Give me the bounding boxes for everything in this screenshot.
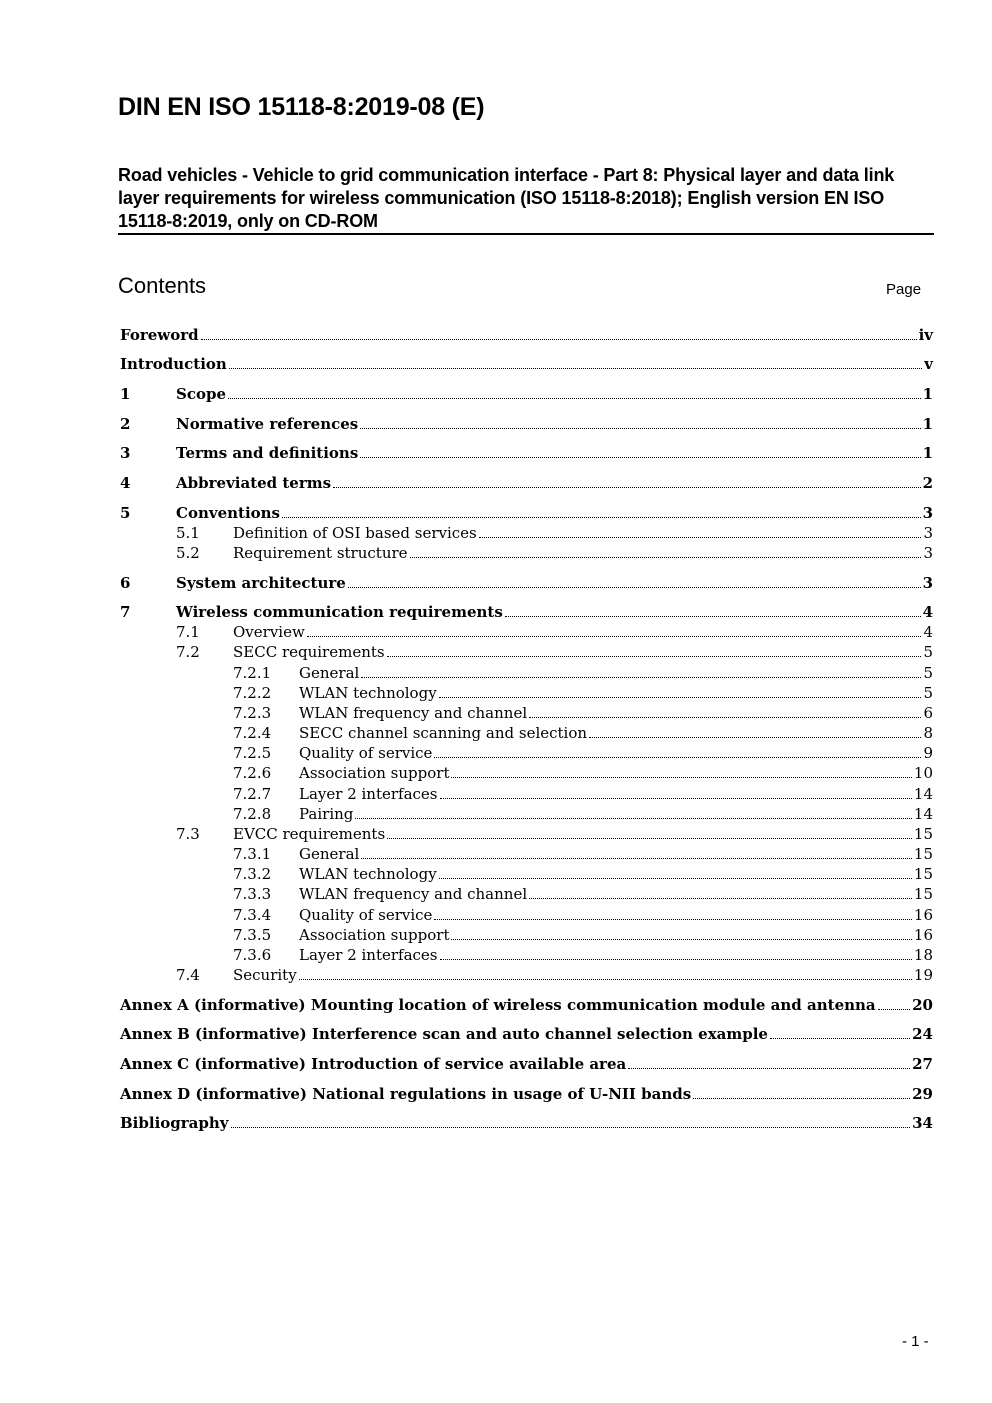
toc-entry-title: EVCC requirements bbox=[233, 825, 386, 843]
toc-leader-dots bbox=[693, 1098, 910, 1099]
toc-leader-dots bbox=[439, 878, 912, 879]
toc-leader-dots bbox=[451, 939, 911, 940]
toc-entry-introduction[interactable] bbox=[120, 354, 933, 374]
toc-entry-number: 7.1 bbox=[176, 623, 200, 641]
toc-entry-page: 5 bbox=[923, 643, 933, 661]
toc-entry-title: Foreword bbox=[120, 326, 199, 344]
toc-entry-foreword[interactable] bbox=[120, 325, 933, 345]
toc-entry-2[interactable] bbox=[120, 414, 933, 434]
toc-entry-7-3-4[interactable] bbox=[120, 905, 933, 925]
toc-entry-annex-c[interactable] bbox=[120, 1054, 933, 1074]
toc-entry-number: 2 bbox=[120, 415, 131, 433]
toc-leader-dots bbox=[307, 636, 922, 637]
toc-entry-title: Introduction bbox=[120, 355, 227, 373]
toc-entry-page: 4 bbox=[922, 603, 933, 621]
toc-entry-number: 7.3 bbox=[176, 825, 200, 843]
toc-entry-title: WLAN technology bbox=[299, 865, 437, 883]
toc-entry-page: 15 bbox=[913, 865, 933, 883]
toc-entry-7-2-4[interactable] bbox=[120, 723, 933, 743]
toc-entry-page: 18 bbox=[913, 946, 933, 964]
toc-entry-1[interactable] bbox=[120, 384, 933, 404]
toc-entry-page: 3 bbox=[922, 574, 933, 592]
toc-entry-5-1[interactable] bbox=[120, 523, 933, 543]
toc-entry-title: Annex D (informative) National regulations in usage of U-NII bands bbox=[120, 1085, 692, 1103]
toc-entry-page: 19 bbox=[913, 966, 933, 984]
toc-entry-title: Layer 2 interfaces bbox=[299, 946, 438, 964]
toc-entry-6[interactable] bbox=[120, 573, 933, 593]
toc-entry-7-3-1[interactable] bbox=[120, 844, 933, 864]
toc-entry-title: Security bbox=[233, 966, 297, 984]
toc-leader-dots bbox=[201, 339, 917, 340]
toc-entry-page: v bbox=[924, 355, 933, 373]
toc-entry-page: 3 bbox=[923, 544, 933, 562]
toc-entry-number: 7.3.5 bbox=[233, 926, 272, 944]
title-divider bbox=[118, 233, 934, 235]
toc-entry-page: 15 bbox=[913, 825, 933, 843]
toc-leader-dots bbox=[333, 487, 920, 488]
toc-leader-dots bbox=[387, 838, 912, 839]
toc-leader-dots bbox=[434, 919, 911, 920]
toc-leader-dots bbox=[299, 979, 912, 980]
toc-leader-dots bbox=[505, 616, 921, 617]
toc-entry-page: 34 bbox=[912, 1114, 933, 1132]
toc-leader-dots bbox=[440, 798, 912, 799]
toc-entry-title: Bibliography bbox=[120, 1114, 229, 1132]
toc-entry-5[interactable] bbox=[120, 503, 933, 523]
toc-entry-number: 7.2.6 bbox=[233, 764, 272, 782]
toc-entry-5-2[interactable] bbox=[120, 543, 933, 563]
toc-entry-page: 5 bbox=[923, 684, 933, 702]
toc-entry-number: 7.3.6 bbox=[233, 946, 272, 964]
toc-entry-7-3-2[interactable] bbox=[120, 864, 933, 884]
toc-entry-number: 7.2.3 bbox=[233, 704, 272, 722]
toc-entry-7-1[interactable] bbox=[120, 622, 933, 642]
toc-entry-page: 15 bbox=[913, 845, 933, 863]
toc-entry-annex-d[interactable] bbox=[120, 1084, 933, 1104]
toc-leader-dots bbox=[355, 818, 912, 819]
toc-leader-dots bbox=[770, 1038, 910, 1039]
toc-entry-annex-a[interactable] bbox=[120, 995, 933, 1015]
toc-entry-title: WLAN frequency and channel bbox=[299, 885, 528, 903]
toc-entry-4[interactable] bbox=[120, 473, 933, 493]
toc-entry-title: Quality of service bbox=[299, 744, 433, 762]
toc-leader-dots bbox=[434, 757, 921, 758]
toc-leader-dots bbox=[231, 1127, 911, 1128]
toc-entry-page: 8 bbox=[923, 724, 933, 742]
toc-leader-dots bbox=[229, 368, 922, 369]
toc-entry-page: 10 bbox=[913, 764, 933, 782]
toc-leader-dots bbox=[439, 697, 922, 698]
toc-entry-annex-b[interactable] bbox=[120, 1024, 933, 1044]
toc-entry-page: iv bbox=[918, 326, 933, 344]
toc-entry-number: 3 bbox=[120, 444, 131, 462]
toc-entry-title: Requirement structure bbox=[233, 544, 408, 562]
toc-entry-title: Annex B (informative) Interference scan and auto channel selection example bbox=[120, 1025, 768, 1043]
contents-heading: Contents bbox=[118, 273, 207, 298]
toc-leader-dots bbox=[410, 557, 922, 558]
toc-entry-number: 7.2.8 bbox=[233, 805, 272, 823]
toc-entry-title: WLAN frequency and channel bbox=[299, 704, 528, 722]
toc-leader-dots bbox=[628, 1068, 910, 1069]
toc-leader-dots bbox=[387, 656, 922, 657]
toc-entry-page: 15 bbox=[913, 885, 933, 903]
toc-entry-7-3-3[interactable] bbox=[120, 884, 933, 904]
toc-entry-number: 7.2.1 bbox=[233, 664, 272, 682]
toc-entry-7-2-5[interactable] bbox=[120, 743, 933, 763]
toc-entry-page: 1 bbox=[922, 385, 933, 403]
toc-entry-title: General bbox=[299, 664, 360, 682]
toc-entry-7-2-3[interactable] bbox=[120, 703, 933, 723]
toc-entry-number: 7.3.3 bbox=[233, 885, 272, 903]
toc-entry-title: Terms and definitions bbox=[176, 444, 359, 462]
toc-entry-number: 6 bbox=[120, 574, 131, 592]
toc-entry-7-3-5[interactable] bbox=[120, 925, 933, 945]
toc-entry-number: 7.2.7 bbox=[233, 785, 272, 803]
toc-entry-page: 16 bbox=[913, 906, 933, 924]
toc-entry-page: 1 bbox=[922, 444, 933, 462]
toc-entry-number: 5.1 bbox=[176, 524, 200, 542]
toc-entry-page: 24 bbox=[912, 1025, 933, 1043]
toc-leader-dots bbox=[361, 677, 921, 678]
toc-leader-dots bbox=[360, 457, 920, 458]
toc-entry-page: 16 bbox=[913, 926, 933, 944]
page-number: - 1 - bbox=[902, 1333, 929, 1350]
toc-entry-7-2-2[interactable] bbox=[120, 683, 933, 703]
toc-entry-number: 7 bbox=[120, 603, 131, 621]
toc-entry-page: 6 bbox=[923, 704, 933, 722]
toc-entry-title: SECC requirements bbox=[233, 643, 385, 661]
toc-leader-dots bbox=[361, 858, 912, 859]
toc-entry-7-2-6[interactable] bbox=[120, 763, 933, 783]
toc-entry-page: 27 bbox=[912, 1055, 933, 1073]
toc-leader-dots bbox=[529, 898, 912, 899]
toc-entry-page: 29 bbox=[912, 1085, 933, 1103]
toc-entry-number: 7.4 bbox=[176, 966, 200, 984]
toc-entry-page: 14 bbox=[913, 785, 933, 803]
toc-leader-dots bbox=[228, 398, 921, 399]
toc-entry-page: 9 bbox=[923, 744, 933, 762]
toc-entry-title: Normative references bbox=[176, 415, 359, 433]
toc-entry-page: 2 bbox=[922, 474, 933, 492]
toc-leader-dots bbox=[348, 587, 921, 588]
toc-entry-number: 7.3.2 bbox=[233, 865, 272, 883]
toc-entry-title: Definition of OSI based services bbox=[233, 524, 477, 542]
toc-entry-7-2-8[interactable] bbox=[120, 804, 933, 824]
toc-leader-dots bbox=[440, 959, 912, 960]
toc-leader-dots bbox=[589, 737, 921, 738]
toc-entry-7-2[interactable] bbox=[120, 642, 933, 662]
toc-entry-title: Association support bbox=[299, 764, 450, 782]
toc-leader-dots bbox=[529, 717, 921, 718]
toc-entry-number: 4 bbox=[120, 474, 131, 492]
toc-entry-title: Abbreviated terms bbox=[176, 474, 332, 492]
toc-entry-page: 1 bbox=[922, 415, 933, 433]
toc-entry-title: SECC channel scanning and selection bbox=[299, 724, 588, 742]
toc-leader-dots bbox=[360, 428, 920, 429]
toc-leader-dots bbox=[451, 777, 911, 778]
toc-entry-number: 1 bbox=[120, 385, 131, 403]
toc-leader-dots bbox=[282, 517, 921, 518]
toc-entry-page: 3 bbox=[923, 524, 933, 542]
toc-entry-3[interactable] bbox=[120, 443, 933, 463]
toc-entry-title: System architecture bbox=[176, 574, 346, 592]
toc-entry-number: 7.3.1 bbox=[233, 845, 272, 863]
toc-entry-number: 7.2.4 bbox=[233, 724, 272, 742]
toc-entry-7-2-7[interactable] bbox=[120, 784, 933, 804]
toc-entry-title: Quality of service bbox=[299, 906, 433, 924]
toc-entry-7-3[interactable] bbox=[120, 824, 933, 844]
toc-entry-page: 3 bbox=[922, 504, 933, 522]
toc-entry-title: Scope bbox=[176, 385, 227, 403]
document-subtitle: Road vehicles - Vehicle to grid communication interface - Part 8: Physical layer and data link layer requirements for wireless communication (ISO 15118-8:2018); English version EN ISO 15118-8:2019, only on CD-ROM bbox=[118, 165, 895, 231]
toc-entry-7-4[interactable] bbox=[120, 965, 933, 985]
toc-entry-number: 7.2 bbox=[176, 643, 200, 661]
toc-entry-title: General bbox=[299, 845, 360, 863]
toc-entry-page: 5 bbox=[923, 664, 933, 682]
toc-entry-number: 5.2 bbox=[176, 544, 200, 562]
toc-entry-title: Layer 2 interfaces bbox=[299, 785, 438, 803]
toc-entry-number: 5 bbox=[120, 504, 131, 522]
toc-entry-number: 7.2.2 bbox=[233, 684, 272, 702]
toc-entry-number: 7.2.5 bbox=[233, 744, 272, 762]
toc-entry-title: WLAN technology bbox=[299, 684, 437, 702]
toc-entry-page: 14 bbox=[913, 805, 933, 823]
toc-entry-title: Annex C (informative) Introduction of service available area bbox=[120, 1055, 627, 1073]
toc-entry-title: Association support bbox=[299, 926, 450, 944]
toc-leader-dots bbox=[479, 537, 922, 538]
toc-entry-page: 4 bbox=[923, 623, 933, 641]
toc-entry-7-2-1[interactable] bbox=[120, 663, 933, 683]
document-id: DIN EN ISO 15118-8:2019-08 (E) bbox=[118, 93, 485, 121]
toc-entry-number: 7.3.4 bbox=[233, 906, 272, 924]
toc-entry-title: Annex A (informative) Mounting location of wireless communication module and antenna bbox=[120, 996, 876, 1014]
toc-entry-title: Pairing bbox=[299, 805, 354, 823]
toc-entry-bibliography[interactable] bbox=[120, 1113, 933, 1133]
toc-entry-title: Conventions bbox=[176, 504, 280, 522]
page-column-heading: Page bbox=[886, 281, 922, 298]
toc-entry-title: Overview bbox=[233, 623, 305, 641]
toc-leader-dots bbox=[878, 1009, 910, 1010]
toc-entry-title: Wireless communication requirements bbox=[176, 603, 503, 621]
toc-entry-page: 20 bbox=[912, 996, 933, 1014]
toc-entry-7-3-6[interactable] bbox=[120, 945, 933, 965]
toc-entry-7[interactable] bbox=[120, 602, 933, 622]
